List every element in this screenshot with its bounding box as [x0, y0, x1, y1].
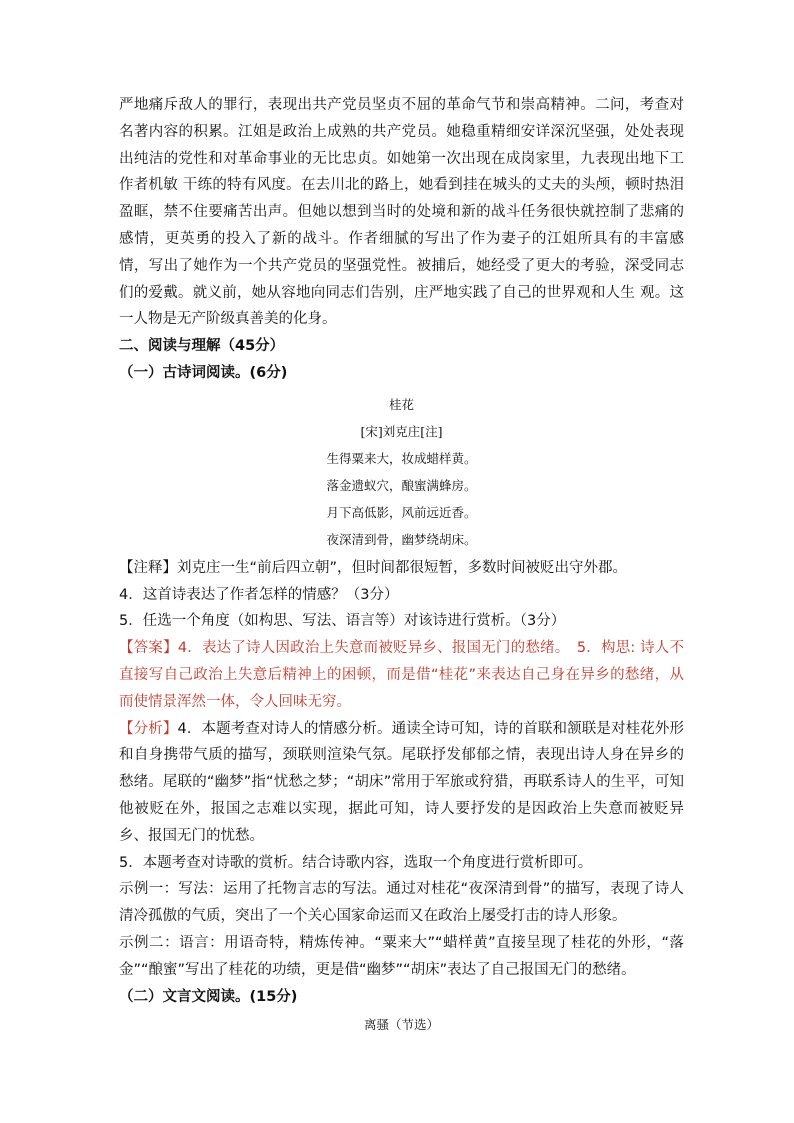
- analysis-paragraph: [119, 716, 684, 850]
- document-content: [119, 92, 684, 1038]
- analysis-q5: 5．本题考查对诗歌的赏析。结合诗歌内容，选取一个角度进行赏析即可。: [119, 854, 593, 871]
- subsection-1-heading: （一）古诗词阅读。(6分): [119, 364, 288, 381]
- example-2: 示例二：语言：用语奇特，精炼传神。“粟来大”“蜡样黄”直接呈现了桂花的外形，“落金”“酿蜜”写出了桂花的功绩，更是借“幽梦”“胡床”表达了自己报国无门的愁绪。: [119, 934, 684, 978]
- example-1: 示例一：写法：运用了托物言志的写法。通过对桂花“夜深清到骨”的描写，表现了诗人清冷孤傲的气质，突出了一个关心国家命运而又在政治上屡受打击的诗人形象。: [119, 881, 684, 925]
- answer-label: 【答案】: [119, 640, 178, 657]
- answer-paragraph: [119, 635, 684, 715]
- poem-line: 月下高低影，风前远近香。: [326, 504, 477, 520]
- poem-title: 桂花: [388, 396, 414, 412]
- poem-note: 【注释】刘克庄一生“前后四立朝”，但时间都很短暂，多数时间被贬出守外郡。: [119, 559, 628, 576]
- analysis-label: 【分析】: [119, 720, 178, 737]
- question-4: 4．这首诗表达了作者怎样的情感？（3分）: [119, 586, 399, 603]
- poem-line: 落金遗蚁穴，酿蜜满蜂房。: [326, 477, 477, 493]
- subsection-2-heading: （二）文言文阅读。(15分): [119, 988, 298, 1005]
- poem-block: [119, 391, 684, 553]
- poem-line: 夜深清到骨，幽梦绕胡床。: [326, 531, 477, 547]
- section-2-heading: 二、阅读与理解（45分）: [119, 338, 285, 355]
- question-5: 5．任选一个角度（如构思、写法、语言等）对该诗进行赏析。（3分）: [119, 613, 566, 630]
- analysis-text: 4．本题考查对诗人的情感分析。通读全诗可知，诗的首联和颔联是对桂花外形和自身携带气质的描写，颈联则渲染气氛。尾联抒发郁郁之情，表现出诗人身在异乡的愁绪。尾联的“幽梦”指“忧愁之梦；“胡床”常用于军旅或狩猎，再联系诗人的生平，可知他被贬在外，报国之志难以实现，据此可知，诗人要抒发的是因政治上失意而被贬异乡、报国无门的忧愁。: [119, 720, 685, 844]
- answer-text: 4．表达了诗人因政治上失意而被贬异乡、报国无门的愁绪。 5．构思: 诗人不直接写自己政治上失意后精神上的困顿，而是借“桂花”来表达自己身在异乡的愁绪，从而使情景浑然一体，令人回味无穷。: [119, 640, 685, 710]
- intro-paragraph: 严地痛斥敌人的罪行，表现出共产党员坚贞不屈的革命气节和崇高精神。二问，考查对名著内容的积累。江姐是政治上成熟的共产党员。她稳重精细安详深沉坚强，处处表现出纯洁的党性和对革命事业的无比忠贞。如她第一次出现在成岗家里，九表现出地下工作者机敏 干练的特有风度。在去川北的路上，她看到挂在城头的丈夫的头颅，顿时热泪盈眶，禁不住要痛苦出声。但她以想到当时的处境和新的战斗任务很快就控制了悲痛的 感情，更英勇的投入了新的战斗。作者细腻的写出了作为妻子的江姐所具有的丰富感情，写出了她作为一个共产党员的坚强党性。被捕后，她经受了更大的考验，深受同志们的爱戴。就义前，她从容地向同志们告别，庄严地实践了自己的世界观和人生 观。这一人物是无产阶级真善美的化身。: [119, 97, 684, 328]
- next-text-title: 离骚（节选）: [363, 1017, 439, 1033]
- poem-line: 生得粟来大，妆成蜡样黄。: [326, 450, 477, 466]
- poem-author: [宋]刘克庄[注]: [360, 423, 443, 439]
